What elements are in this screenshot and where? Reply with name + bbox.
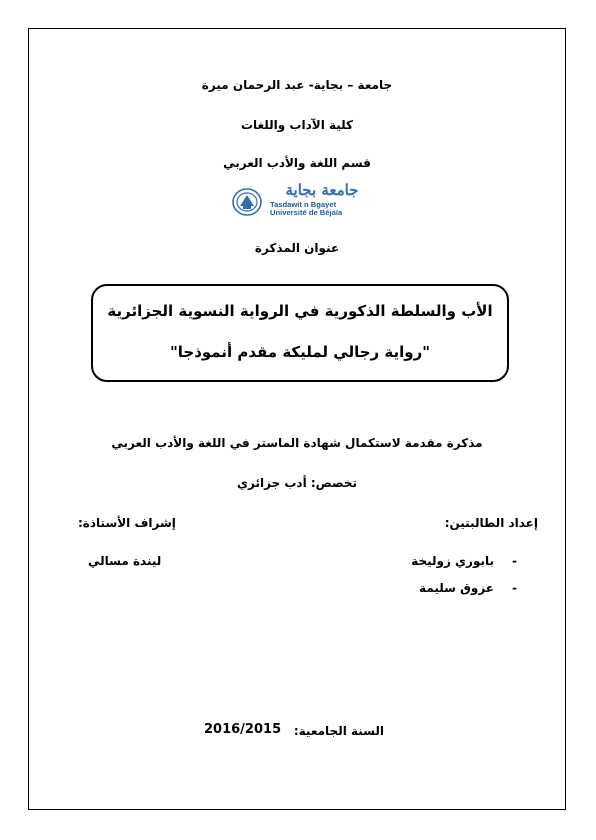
list-bullet: - [512,581,517,595]
thesis-title-label: عنوان المذكرة [254,241,340,255]
list-bullet: - [512,554,517,568]
logo-latin-line-2: Université de Béjaïa [270,208,343,217]
supervisor-label: إشراف الأستاذة: [78,516,176,530]
academic-year-label: السنة الجامعية: [293,724,384,738]
thesis-title-line-1: الأب والسلطة الذكورية في الرواية النسوية الجزائرية [107,302,493,320]
university-emblem-icon [232,187,262,217]
department-name: قسم اللغة والأدب العربي [223,156,371,170]
student-name: عزوق سليمة [419,581,494,595]
memo-description: مذكرة مقدمة لاستكمال شهادة الماستر في اللغة والأدب العربي [111,436,483,450]
page-border [28,28,566,810]
specialty: تخصص: أدب جزائري [236,476,358,490]
university-name: جامعة – بجاية- عبد الرحمان ميرة [201,78,393,92]
thesis-title-line-2: "رواية رجالي لمليكة مقدم أنموذجا" [169,343,431,361]
students-label: إعداد الطالبتين: [444,516,538,530]
supervisor-name: ليندة مسالي [88,554,162,568]
student-name: بابوري زوليخة [411,554,494,568]
university-logo [226,181,376,221]
thesis-title-box [91,284,509,382]
logo-latin-line-1: Tasdawit n Bgayet [270,200,337,209]
academic-year: 2016/2015 [204,722,282,737]
faculty-name: كلية الآداب واللغات [240,118,354,132]
logo-arabic-text: جامعة بجاية [285,181,359,199]
